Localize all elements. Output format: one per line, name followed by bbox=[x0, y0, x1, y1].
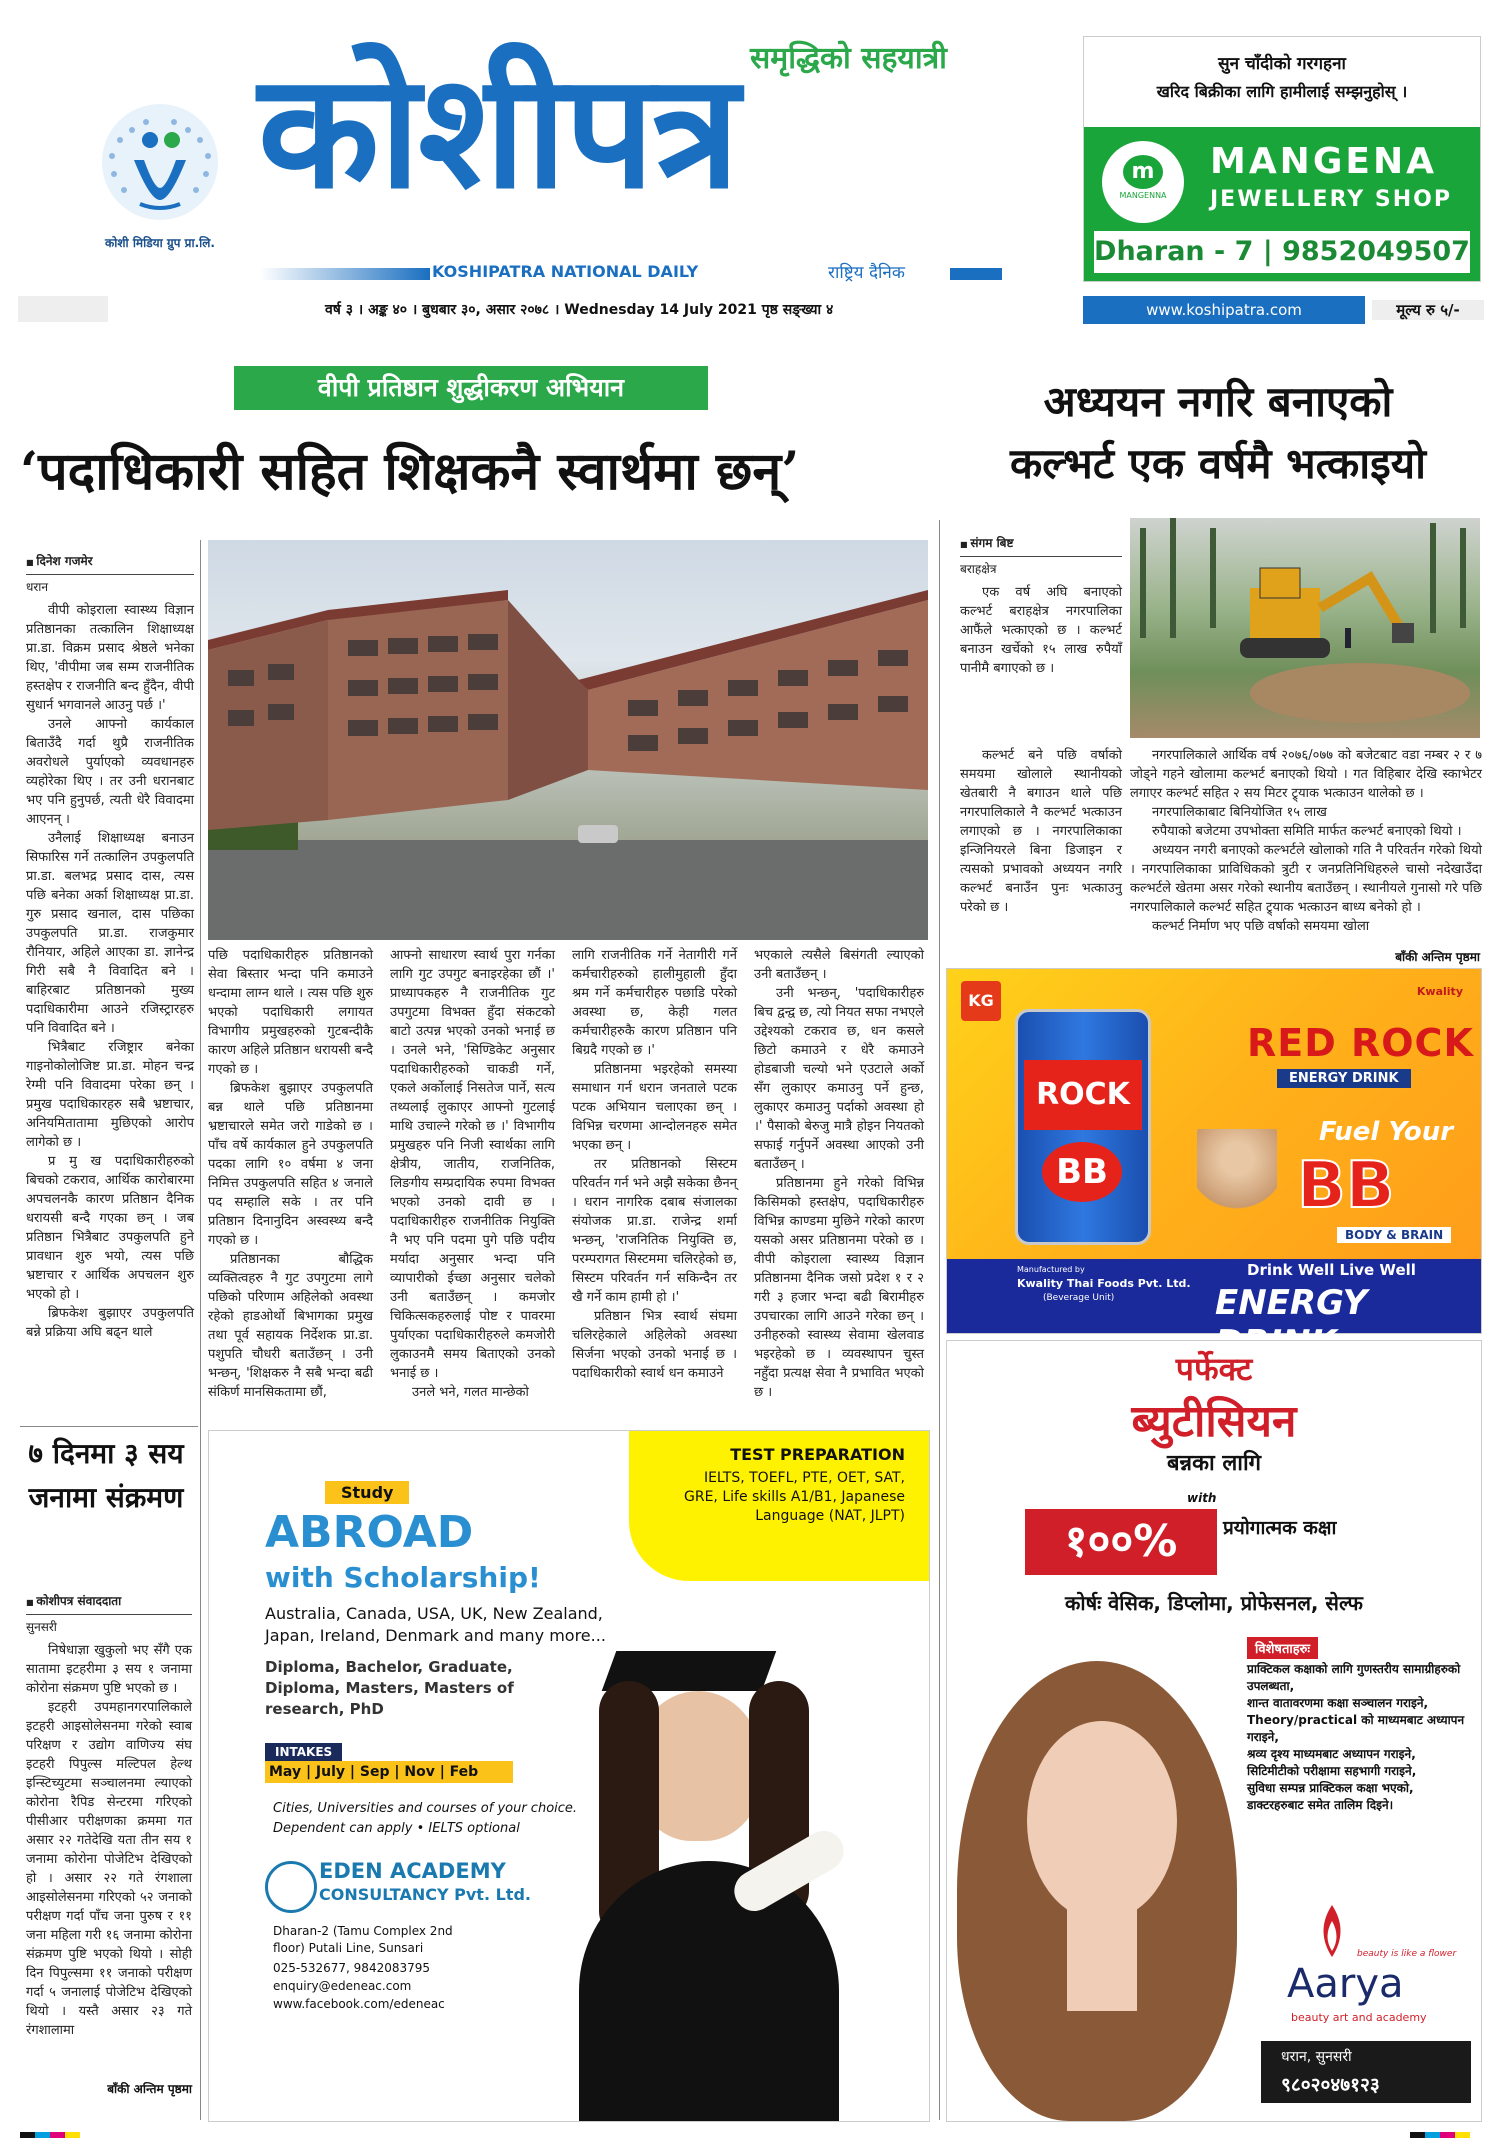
aarya-feature: सिटिमीटीको परीक्षामा सहभागी गराइने, bbox=[1247, 1764, 1417, 1778]
aarya-title3: बन्नका लागि bbox=[1166, 1451, 1262, 1476]
main-place: धरान bbox=[26, 580, 49, 594]
covid-place: सुनसरी bbox=[26, 1620, 57, 1634]
hospital-photo bbox=[208, 540, 928, 940]
aarya-brand-sub: beauty art and academy bbox=[1291, 2011, 1427, 2024]
main-col1-para: उनैलाई शिक्षाध्यक्ष बनाउन सिफारिस गर्ने तत्कालिन उपकुलपति प्रा.डा. बलभद्र प्रसाद दास, त्यस पछि बनेका अर्का शिक्षाध्यक्ष प्रा.डा. गुरु प्रसाद खनाल, दास पछिका उपकुलपति प्रा.डा. राजकुमार रौनियार, अहिले आएका डा. ज्ञानेन्द्र गिरी सबै नै विवादित बने । बाहिरबाट प्रतिष्ठानको मुख्य पदाधिकारीमा आउने रजिस्ट्रारहरु पनि विवादित बने । bbox=[26, 831, 194, 1036]
excavator-photo bbox=[1130, 518, 1480, 738]
covid-continued[interactable]: बाँकी अन्तिम पृष्ठमा bbox=[107, 2082, 192, 2096]
eden-name2: CONSULTANCY Pvt. Ltd. bbox=[319, 1885, 531, 1904]
main-col4-para: तर प्रतिष्ठानको सिस्टम परिवर्तन गर्न भने अझै सकेका छैनन् । धरान नागरिक दबाब संजालका संयोजक प्रा.डा. राजेन्द्र शर्मा भन्छन्, 'राजनितिक नियुक्ति छ, परम्परागत सिस्टममा चलिरहेको छ, सिस्टम परिवर्तन गर्न सकिन्दैन तर खै गर्ने काम हामी हो ।' bbox=[572, 1157, 737, 1305]
eden-intakes-label: INTAKES bbox=[265, 1743, 342, 1761]
redrock-bb-sub: BODY & BRAIN bbox=[1337, 1227, 1451, 1243]
eden-study: Study bbox=[325, 1481, 409, 1504]
diamond-logo-icon: m MANGENNA bbox=[1102, 141, 1184, 223]
aarya-feature: सुविधा सम्पन्न प्राक्टिकल कक्षा भएको, bbox=[1247, 1781, 1414, 1795]
main-col1-para: ब्रिफकेश बुझाएर उपकुलपति बन्ने प्रक्रिया अघि बढ्न थाले bbox=[26, 1306, 194, 1340]
main-col4-para: लागि राजनीतिक गर्ने नेतागीरी गर्ने कर्मचारीहरुको हालीमुहाली हुँदा श्रम गर्ने कर्मचारीहरु पछाडि परेको अवस्था छ, केही गलत कर्मचारीहरुकै कारण प्रतिष्ठान पनि बिग्रदै गएको छ ।' bbox=[572, 948, 737, 1058]
culvert-col2-para: कल्भर्ट निर्माण भए पछि वर्षाको समयमा खोला bbox=[1152, 919, 1370, 934]
main-col-3 bbox=[390, 946, 555, 1420]
eden-degrees: Diploma, Bachelor, Graduate, Diploma, Masters, Masters of research, PhD bbox=[265, 1658, 514, 1718]
logo-caption: कोशी मिडिया ग्रुप प्रा.लि. bbox=[105, 236, 215, 250]
mangena-green-panel bbox=[1084, 127, 1480, 281]
hospital-building-illustration bbox=[208, 540, 928, 940]
eden-abroad: ABROAD bbox=[265, 1507, 474, 1558]
eden-bullet1: Cities, Universities and courses of your choice. bbox=[273, 1801, 578, 1816]
excavator-illustration bbox=[1130, 518, 1480, 738]
main-col5-para: भएकाले त्यसैले बिसंगती ल्याएको उनी बताउँछन् । bbox=[754, 948, 924, 982]
culvert-col2-para: अध्ययन नगरी बनाएको कल्भर्टले खोलाको गति नै परिवर्तन गरेको थियो । नगरपालिकाका प्राविधिकको त्रुटी र जनप्रतिनिधिहरुले चासो नदेखाउँदा कल्भर्टले खेतमा असर गरेको स्थानीय बताउँछन् । स्थानीयले गुनासो गरे पछि नगरपालिकाले कल्भर्ट सहित ट्र्याक भत्काउन बाध्य बनेको हो । bbox=[1130, 843, 1482, 915]
aarya-feature: Theory/practical को माध्यमबाट अध्यापन गराइने, bbox=[1247, 1713, 1465, 1744]
main-col5-para: प्रतिष्ठानमा हुने गरेको विभिन्न किसिमको हस्तक्षेप, पदाधिकारीहरु विभिन्न काण्डमा मुछिने गरेको कारण यसको असर प्रतिष्ठानमा परेको छ । वीपी कोइराला स्वास्थ्य विज्ञान प्रतिष्ठानमा दैनिक जसो प्रदेश १ र २ गरी ३ हजार भन्दा बढी बिरामीहरु उपचारका लागि आउने गरेका छन् । उनीहरुको स्वास्थ्य सेवामा खेलवाड भइरहेको छ । व्यवस्थापन चुस्त नहुँदा प्रत्यक्ष सेवा नै प्रभावित भएको छ । bbox=[754, 1176, 924, 1400]
eden-ad[interactable] bbox=[208, 1430, 930, 2122]
eden-intakes: May | July | Sep | Nov | Feb bbox=[265, 1761, 513, 1783]
column-divider bbox=[939, 520, 940, 2120]
redrock-footer: ENERGY bbox=[1215, 1283, 1368, 1323]
website[interactable]: www.koshipatra.com bbox=[1146, 301, 1302, 319]
main-headline: ‘पदाधिकारी सहित शिक्षकनै स्वार्थमा छन्’ bbox=[20, 441, 800, 502]
eden-name1: EDEN ACADEMY bbox=[319, 1859, 506, 1883]
main-col-1 bbox=[26, 550, 194, 1420]
culvert-col-2 bbox=[1130, 746, 1482, 946]
aarya-contact-box bbox=[1261, 2041, 1471, 2103]
redrock-slogan: Drink Well Live Well bbox=[1247, 1261, 1416, 1279]
main-col-2 bbox=[208, 946, 373, 1420]
culvert-place: बराहक्षेत्र bbox=[960, 562, 997, 576]
main-col4-para: प्रतिष्ठानमा भइरहेको समस्या समाधान गर्न धरान जनताले पटक पटक अभियान चलाएका छन् । विभिन्न चरणमा आन्दोलनहरु समेत भएका छन् । bbox=[572, 1062, 737, 1153]
redrock-mfr: Kwality Thai Foods Pvt. Ltd. bbox=[1017, 1277, 1191, 1290]
aarya-feature: डाक्टरहरुबाट समेत तालिम दिइने। bbox=[1247, 1798, 1394, 1812]
mangena-name1: MANGENA bbox=[1210, 141, 1437, 182]
redrock-sub: ENERGY DRINK bbox=[1277, 1069, 1411, 1088]
bodybuilder-icon bbox=[1197, 1129, 1277, 1229]
main-col2-para: ब्रिफकेश बुझाएर उपकुलपति बन्न थाले पछि प्रतिष्ठानमा भ्रष्टाचारले समेत जरो गाडेको छ । पाँच वर्षे कार्यकाल हुने उपकुलपति पदका लागि १० वर्षमा ४ जना निमित्त उपकुलपति सहित ४ जनाले पद सम्हालि सके । तर पनि प्रतिष्ठान दिनानुदिन अस्वस्थ्य बन्दै गएको छ । bbox=[208, 1081, 373, 1248]
aarya-logo-icon bbox=[1307, 1901, 1357, 1961]
mangena-line1: सुन चाँदीको गरगहना bbox=[1218, 54, 1346, 74]
column-divider bbox=[200, 540, 201, 2120]
masthead-logo bbox=[80, 100, 240, 250]
story-divider bbox=[20, 1426, 198, 1427]
eden-test-panel bbox=[629, 1431, 929, 1581]
aarya-feature: शान्त वातावरणमा कक्षा सञ्चालन गराइने, bbox=[1247, 1696, 1429, 1710]
price: मूल्य रु ५/- bbox=[1372, 300, 1484, 320]
culvert-col1-para: कल्भर्ट बने पछि वर्षाको समयमा खोलाले स्थानीयको खेतबारी नै बगाउन थाले पछि नगरपालिकाले नै कल्भर्ट भत्काउन लगाएको छ । नगरपालिकाका इन्जिनियरले बिना डिजाइन र त्यसको प्रभावको अध्ययन नगरि कल्भर्ट बनाउँन पुनः भत्काउनु परेको छ । bbox=[960, 748, 1122, 915]
aarya-feature: श्रव्य दृश्य माध्यमबाट अध्यापन गराइने, bbox=[1247, 1747, 1416, 1761]
culvert-col2-para: नगरपालिकाले आर्थिक वर्ष २०७६/०७७ को बजेटबाट वडा नम्बर २ र ७ जोड्ने गहने खोलामा कल्भर्ट बनाएको थियो । गत विहिबार देखि स्काभेटर लगाएर कल्भर्ट सहित २ सय मिटर ट्र्याक भत्काउन थालेको छ । bbox=[1130, 748, 1482, 801]
national-daily: राष्ट्रिय दैनिक bbox=[828, 263, 905, 283]
culvert-col2-para: नगरपालिकाबाट बिनियोजित १५ लाख bbox=[1152, 805, 1327, 820]
print-color-strip bbox=[20, 2132, 80, 2138]
tagline: समृद्धिको सहयात्री bbox=[750, 41, 947, 76]
main-col1-para: उनले आफ्नो कार्यकाल बिताउँदै गर्दा थुप्रै राजनीतिक अवरोधले पुर्याएको व्यवधानहरु व्यहोरेका थिए । तर उनी धरानबाट भए पनि हुनुपर्छ, त्यती धेरै विवादमा आएनन् । bbox=[26, 717, 194, 827]
redrock-bb: BB bbox=[1297, 1149, 1395, 1223]
graduate-illustration bbox=[529, 1651, 909, 2121]
redrock-ad[interactable] bbox=[946, 968, 1482, 1334]
eden-email: enquiry@edeneac.com bbox=[273, 1979, 412, 1993]
koshi-media-logo-icon bbox=[80, 100, 240, 230]
covid-para: इटहरी उपमहानगरपालिकाले इटहरी आइसोलेसनमा गरेको स्वाब परिक्षण र उद्योग वाणिज्य संघ इटहरी पिपुल्स मल्टिपल हेल्थ इन्स्टिच्युटमा सञ्चालनमा ल्याएको कोरोना रैपिड सेन्टरमा गरिएको पीसीआर परीक्षणका क्रममा गत असार २२ गतेदेखि यता तीन सय १ जनामा कोरोना पोजेटिभ देखिएको हो । असार २२ गते रंगशाला आइसोलेसनमा गरिएको ५२ जनाको परीक्षण गर्दा पाँच जना पुरुष र ११ जना महिला गरी १६ जनामा कोरोना संक्रमण पुष्टि भएको थियो । सोही दिन पिपुल्समा ११ जनाको परीक्षण गर्दा ५ जनालाई पोजेटिभ देखिएको थियो । यस्तै असार २३ गते रंगशालामा bbox=[26, 1700, 192, 2038]
english-name: KOSHIPATRA NATIONAL DAILY bbox=[432, 262, 699, 281]
aarya-features-title: विशेषताहरुः bbox=[1247, 1637, 1318, 1659]
aarya-brand: Aarya bbox=[1287, 1961, 1404, 2007]
culvert-col1-para: एक वर्ष अघि बनाएको कल्भर्ट बराहक्षेत्र नगरपालिका आफैंले भत्काएको छ । कल्भर्ट बनाउन खर्चेको १५ लाख रुपैयाँ पानीमै बगाएको छ । bbox=[960, 585, 1122, 676]
main-col3-para: आफ्नो साधारण स्वार्थ पुरा गर्नका लागि गुट उपगुट बनाइरहेका छौं ।' प्राध्यापकहरु नै राजनीतिक गुट उपगुटमा विभक्त हुँदा संकटको बाटो उत्पन्न भएको उनको भनाई छ । उनले भने, 'सिण्डिकेट अनुसार पदाधिकारीहरुको चाकडी गर्ने, एकले अर्कोलाई निसतेज पार्ने, सत्य तथ्यलाई लुकाएर आफ्नो गुटलाई माथि उचाल्ने गरेको छ ।' विभागीय प्रमुखहरु पनि निजी स्वार्थका लागि क्षेत्रीय, जातीय, राजनितिक, लिङगीय सम्प्रदायिक रुपमा विभक्त भएको उनको दावी छ । पदाधिकारीहरु राजनीतिक नियुक्ति नै भए पनि पदमा पुगे पछि पदीय मर्यादा अनुसार भन्दा पनि व्यापारीको ईच्छा अनुसार चलेको उनी बताउँछन् । कमजोर चिकित्सकहरुलाई पोष्ट र पावरमा पुर्याएका पदाधिकारीहरुले कमजोरी लुकाउनमै समय बिताएको उनको भनाई छ । bbox=[390, 948, 555, 1381]
redrock-can: ROCK BB bbox=[1015, 1009, 1151, 1245]
main-col-5 bbox=[754, 946, 924, 1420]
aarya-percent-box bbox=[1025, 1509, 1217, 1575]
redrock-footer-bar bbox=[947, 1259, 1481, 1333]
aarya-ad[interactable] bbox=[946, 1340, 1482, 2122]
main-col1-para: वीपी कोइराला स्वास्थ्य विज्ञान प्रतिष्ठानका तत्कालिन शिक्षाध्यक्ष प्रा.डा. विक्रम प्रसाद श्रेष्ठले भनेका थिए, 'वीपीमा जब सम्म राजनीतिक हस्तक्षेप र राजनीति बन्द हुँदैन, वीपी सुधार्न भगवानले आउनु पर्छ ।' bbox=[26, 603, 194, 713]
aarya-with: with bbox=[1187, 1491, 1217, 1505]
aarya-feature: प्राक्टिकल कक्षाको लागि गुणस्तरीय सामाग्रीहरुको उपलब्धता, bbox=[1247, 1662, 1461, 1693]
covid-byline: ■ कोशीपत्र संवाददाता bbox=[26, 1590, 192, 1615]
aarya-phone: ९८०२०४७१२३ bbox=[1281, 2074, 1380, 2096]
eden-with: with Scholarship! bbox=[265, 1561, 541, 1594]
mangena-contact bbox=[1094, 231, 1470, 273]
aarya-features bbox=[1247, 1661, 1475, 1814]
masthead-rule-left bbox=[260, 268, 430, 280]
aarya-location: धरान, सुनसरी bbox=[1281, 2049, 1352, 2065]
aarya-courses: कोर्षः वेसिक, डिप्लोमा, प्रोफेसनल, सेल्फ bbox=[1065, 1591, 1363, 1615]
covid-para: निषेधाज्ञा खुकुलो भए सँगै एक सातामा इटहरीमा ३ सय १ जनामा कोरोना संक्रमण पुष्टि भएको छ । bbox=[26, 1643, 192, 1696]
main-byline: ■ दिनेश गजमेर bbox=[26, 550, 194, 575]
mangena-logo-text: MANGENNA bbox=[1119, 191, 1167, 200]
redrock-mfr-sub: (Beverage Unit) bbox=[1043, 1293, 1115, 1303]
main-kicker bbox=[234, 366, 708, 410]
culvert-byline: ■ संगम बिष्ट bbox=[960, 532, 1122, 557]
eden-web: www.facebook.com/edeneac bbox=[273, 1997, 445, 2011]
kwality-badge-icon: KG bbox=[961, 981, 1001, 1021]
main-col-4 bbox=[572, 946, 737, 1420]
mangena-contact-text: Dharan - 7 | 9852049507 bbox=[1094, 236, 1470, 267]
covid-col bbox=[26, 1590, 192, 2070]
main-col1-para: भित्रैबाट रजिष्ट्रार बनेका गाइनोकोलोजिष्ट प्रा.डा. मोहन चन्द्र रेग्मी पनि विवादमा परेका छन् । प्रमुख पदाधिकारहरु सबै भ्रष्टाचार, अनियमितातामा मुछिएको आरोप लागेको छ । bbox=[26, 1040, 194, 1150]
mangena-ad[interactable] bbox=[1083, 36, 1481, 282]
masthead-rule-right bbox=[950, 268, 1002, 280]
culvert-col2-para: रुपैयाको बजेटमा उपभोक्ता समिति मार्फत कल्भर्ट बनाएको थियो । bbox=[1152, 824, 1462, 839]
main-col1-para: प्र मु ख पदाधिकारीहरुको बिचको टकराव, आर्थिक कारोबारमा अपचलनकै कारण प्रतिष्ठान दैनिक धरायसी बन्दै गएका छन् । जब प्रतिष्ठान भित्रैबाट उपकुलपति हुने प्रावधान शुरु भयो, त्यस पछि भ्रष्टाचार र आर्थिक अपचलन शुरु भएको हो । bbox=[26, 1154, 194, 1302]
mangena-line2: खरिद बिक्रीका लागि हामीलाई सम्झनुहोस् । bbox=[1156, 82, 1408, 101]
culvert-continued[interactable]: बाँकी अन्तिम पृष्ठमा bbox=[1395, 950, 1480, 964]
eden-test-title: TEST PREPARATION bbox=[730, 1445, 905, 1464]
culvert-headline-2: कल्भर्ट एक वर्षमै भत्काइयो bbox=[1010, 439, 1426, 488]
main-kicker-text: वीपी प्रतिष्ठान शुद्धीकरण अभियान bbox=[317, 373, 625, 402]
aarya-title2: ब्युटीसियन bbox=[1131, 1396, 1297, 1447]
eden-tests: IELTS, TOEFL, PTE, OET, SAT, GRE, Life skills A1/B1, Japanese Language (NAT, JLPT) bbox=[684, 1470, 905, 1524]
masthead-title: कोशीपत्र bbox=[258, 40, 738, 224]
redrock-mfr-label: Manufactured by bbox=[1017, 1265, 1085, 1274]
eden-address: Dharan-2 (Tamu Complex 2nd floor) Putali Line, Sunsari bbox=[273, 1924, 453, 1955]
issue-line: वर्ष ३ । अङ्क ४० । बुधबार ३०, असार २०७८ । Wednesday 14 July 2021 पृष्ठ सङ्ख्या ४ bbox=[325, 302, 834, 318]
website-bar[interactable] bbox=[1083, 296, 1365, 324]
eden-phone: 025-532677, 9842083795 bbox=[273, 1961, 431, 1975]
eden-bullet2: Dependent can apply • IELTS optional bbox=[273, 1821, 520, 1836]
eden-logo-icon bbox=[265, 1861, 317, 1913]
main-col2-para: प्रतिष्ठानका बौद्धिक व्यक्तित्वहरु नै गुट उपगुटमा लागे पछिको परिणाम अहिलेको अवस्था रहेको हाडओर्थो बिभागका प्रमुख तथा पूर्व सहायक निर्देशक प्रा.डा. पशुपति चौधरी बताउँछन् । उनी भन्छन्, 'शिक्षकरु नै सबै भन्दा बढी संकिर्ण मानसिकतामा छौं, bbox=[208, 1252, 373, 1400]
main-col5-para: उनी भन्छन्, 'पदाधिकारीहरु बिच द्वन्द्व छ, त्यो नियत सफा नभएले उद्देश्यको टकराव छ, धन कसले छिटो कमाउने र धेरै कमाउने होडबाजी चल्यो भने एउटाले अर्को सँग लुकाएर कमाउनु पर्ने हुन्छ, लुकाएर कमाउनु पर्दाको अवस्था हो ।' पैसाको बेरुजु मात्रै होइन नियतको सफाई गर्नुपर्ने अवस्था आएको उनी बताउँछन् । bbox=[754, 986, 924, 1172]
mangena-name2: JEWELLERY SHOP bbox=[1210, 187, 1452, 212]
issue-bar-left-box bbox=[18, 296, 108, 322]
covid-headline: ७ दिनमा ३ सय जनामा संक्रमण bbox=[28, 1437, 184, 1514]
model-illustration bbox=[947, 1641, 1247, 2121]
print-color-strip bbox=[1410, 2132, 1470, 2138]
redrock-fuel: Fuel Your bbox=[1319, 1117, 1454, 1147]
main-col2-para: पछि पदाधिकारीहरु प्रतिष्ठानको सेवा बिस्तार भन्दा पनि कमाउने धन्दामा लाग्न थाले । त्यस पछि शुरु भएको पदाधिकारी लगायत विभागीय प्रमुखहरुको गुटबन्दीकै कारण अहिले प्रतिष्ठान धरायसी बन्दै गएको छ । bbox=[208, 948, 373, 1077]
aarya-practical: प्रयोगात्मक कक्षा bbox=[1223, 1517, 1337, 1539]
culvert-headline-1: अध्ययन नगरि बनाएको bbox=[1043, 377, 1393, 426]
redrock-brand: RED ROCK bbox=[1247, 1021, 1474, 1065]
redrock-badge: Kwality bbox=[1416, 985, 1463, 998]
main-col3-para: उनले भने, गलत मान्छेको bbox=[412, 1385, 529, 1400]
aarya-percent: १००% bbox=[1064, 1516, 1178, 1567]
aarya-brand-tag: beauty is like a flower bbox=[1357, 1949, 1457, 1959]
eden-countries: Australia, Canada, USA, UK, New Zealand, Japan, Ireland, Denmark and many more... bbox=[265, 1604, 606, 1645]
aarya-title1: पर्फेक्ट bbox=[1175, 1350, 1253, 1388]
main-col4-para: प्रतिष्ठान भित्र स्वार्थ संघमा चलिरहेकाले अहिलेको अवस्था सिर्जना भएको उनको भनाई छ । पदाधिकारीको स्वार्थ धन कमाउने bbox=[572, 1309, 737, 1381]
